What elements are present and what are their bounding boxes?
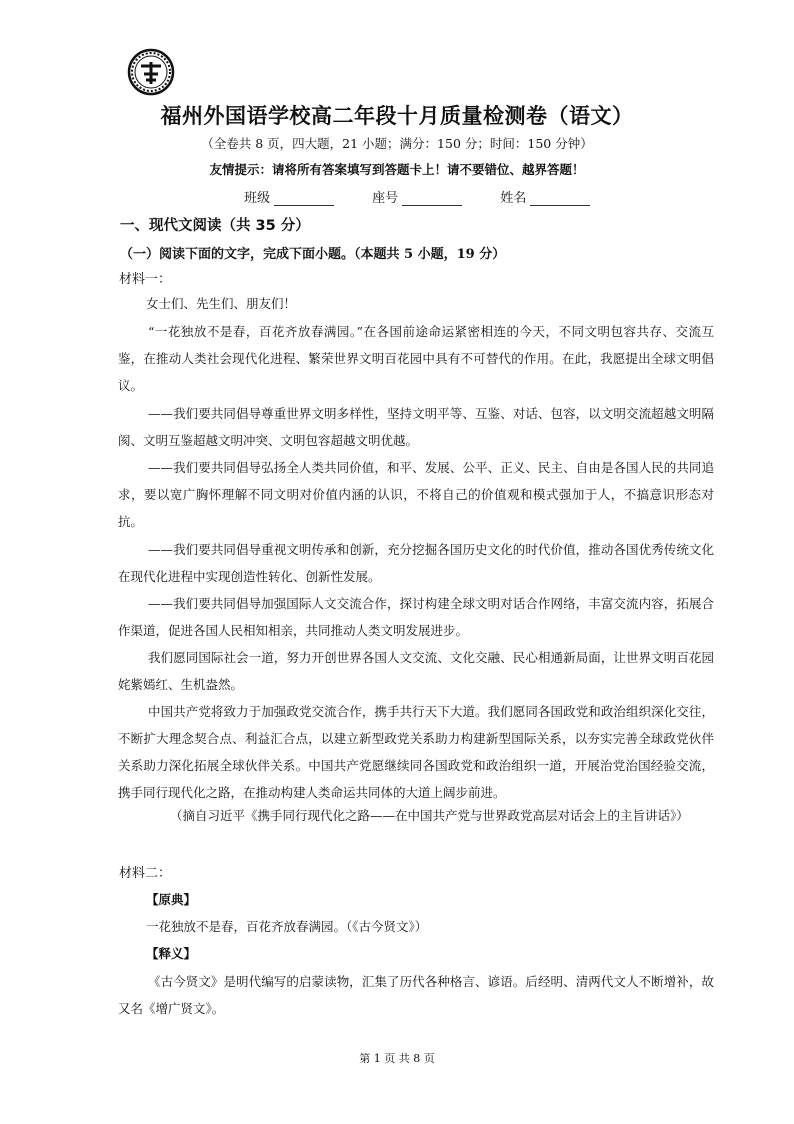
seat-field[interactable]: 座号 [372, 187, 462, 206]
material1-paragraph: ——我们要共同倡导弘扬全人类共同价值，和平、发展、公平、正义、民主、自由是各国人民的共同追求，要以宽广胸怀理解不同文明对价值内涵的认识，不将自己的价值观和模式强加于人，不搞意识形态对抗。 [118, 460, 714, 529]
material1-paragraph: ——我们要共同倡导重视文明传承和创新，充分挖掘各国历史文化的时代价值，推动各国优秀传统文化在现代化进程中实现创造性转化、创新性发展。 [118, 542, 714, 584]
name-field[interactable]: 姓名 [500, 187, 590, 206]
material1-paragraph: 我们愿同国际社会一道，努力开创世界各国人文交流、文化交融、民心相通新局面，让世界文明百花园姹紫嫣红、生机盎然。 [118, 650, 714, 692]
section-heading: 一、现代文阅读（共 35 分） [120, 218, 310, 234]
greeting: 女士们、先生们、朋友们！ [146, 296, 297, 311]
material1-source: （摘自习近平《携手同行现代化之路——在中国共产党与世界政党高层对话会上的主旨讲话》） [170, 808, 689, 823]
material1-paragraph: “一花独放不是春，百花齐放春满园。”在各国前途命运紧密相连的今天，不同文明包容共存、交流互鉴，在推动人类社会现代化进程、繁荣世界文明百花园中具有不可替代的作用。在此，我愿提出全球文明倡议。 [118, 324, 714, 393]
class-field[interactable]: 班级 [244, 187, 334, 206]
shiyi-text: 《古今贤文》是明代编写的启蒙读物，汇集了历代各种格言、谚语。后经明、清两代文人不断增补，故又名《增广贤文》。 [118, 974, 714, 1016]
yuandian-text: 一花独放不是春，百花齐放春满园。（《古今贤文》） [146, 919, 428, 934]
material2-label: 材料二： [119, 866, 172, 881]
friendly-tip: 友情提示：请将所有答案填写到答题卡上！请不要错位、越界答题！ [209, 162, 585, 177]
yuandian-label: 【原典】 [146, 892, 197, 907]
school-logo [127, 48, 175, 96]
student-info-fields [244, 187, 624, 206]
exam-info: （全卷共 8 页，四大题，21 小题；满分：150 分；时间：150 分钟） [201, 136, 593, 151]
shiyi-label: 【释义】 [146, 946, 197, 961]
page-footer: 第 1 页 共 8 页 [359, 1052, 435, 1065]
material1-label: 材料一： [119, 272, 172, 287]
material1-paragraph: ——我们要共同倡导加强国际人文交流合作，探讨构建全球文明对话合作网络，丰富交流内容，拓展合作渠道，促进各国人民相知相亲，共同推动人类文明发展进步。 [118, 596, 714, 638]
material1-paragraph: ——我们要共同倡导尊重世界文明多样性，坚持文明平等、互鉴、对话、包容，以文明交流超越文明隔阂、文明互鉴超越文明冲突、文明包容超越文明优越。 [118, 406, 714, 448]
material1-paragraph: 中国共产党将致力于加强政党交流合作，携手共行天下大道。我们愿同各国政党和政治组织深化交往，不断扩大理念契合点、利益汇合点，以建立新型政党关系助力构建新型国际关系，以夯实完善全球政党伙伴关系助力深化拓展全球伙伴关系。中国共产党愿继续同各国政党和政治组织一道，开展治党治国经验交流，携手同行现代化之路，在推动构建人类命运共同体的大道上阔步前进。 [118, 704, 714, 800]
page-title: 福州外国语学校高二年段十月质量检测卷（语文） [160, 104, 634, 128]
subsection-heading: （一）阅读下面的文字，完成下面小题。（本题共 5 小题，19 分） [120, 247, 506, 262]
